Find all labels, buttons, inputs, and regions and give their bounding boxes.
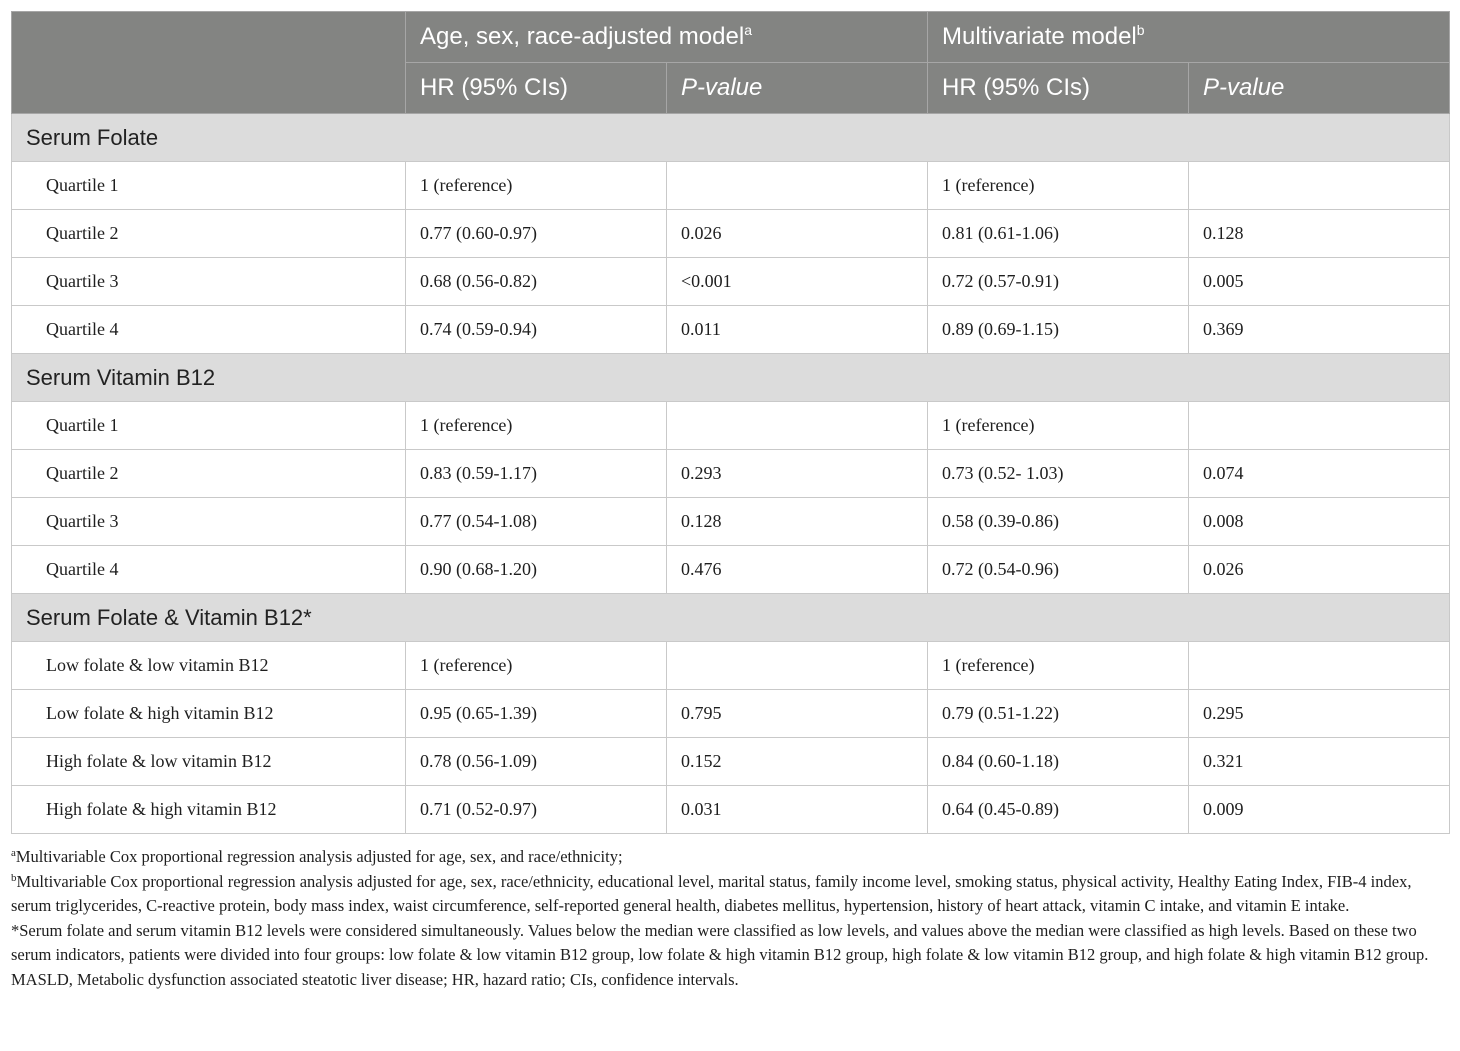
table-row [12, 546, 1450, 594]
p-value-cell-adjusted: 0.293 [667, 450, 928, 498]
row-label: Quartile 2 [12, 450, 406, 498]
hazard-ratio-table [11, 11, 1450, 834]
footnote-b: $^b$Multivariable Cox proportional regression analysis adjusted for age, sex, race/ethnicity, educational level, marital status, family income level, smoking status, physical activity, Healthy Eating Index, FIB-4 index, serum triglycerides, C-reactive protein, body mass index, waist circumference, self-reported general health, diabetes mellitus, hypertension, history of heart attack, vitamin C intake, and vitamin E intake. [11, 871, 1412, 915]
p-value-cell-adjusted: <0.001 [667, 258, 928, 306]
row-label: Quartile 4 [12, 306, 406, 354]
p-value-cell-multivariate [1189, 162, 1450, 210]
table-row [12, 786, 1450, 834]
hr-cell-multivariate: 0.72 (0.57-0.91) [928, 258, 1189, 306]
header-multivariate-model: Multivariate model$^b$ [928, 12, 1450, 63]
hr-cell-multivariate: 1 (reference) [928, 162, 1189, 210]
header-blank-cell [12, 12, 406, 114]
row-label: Quartile 3 [12, 258, 406, 306]
p-value-cell-multivariate: 0.074 [1189, 450, 1450, 498]
hr-cell-adjusted: 0.71 (0.52-0.97) [406, 786, 667, 834]
hr-cell-adjusted: 0.68 (0.56-0.82) [406, 258, 667, 306]
p-value-cell-multivariate [1189, 642, 1450, 690]
results-table-container [11, 11, 1449, 834]
header-hr-2: HR (95% CIs) [928, 63, 1189, 114]
section-row [12, 354, 1450, 402]
p-value-cell-multivariate: 0.321 [1189, 738, 1450, 786]
row-label: Quartile 4 [12, 546, 406, 594]
footnote-star: *Serum folate and serum vitamin B12 levels were considered simultaneously. Values below the median were classified as low levels, and values above the median were classified as high levels. Based on these two serum indicators, patients were divided into four groups: low folate & low vitamin B12 group, low folate & high vitamin B12 group, high folate & low vitamin B12 group, and high folate & high vitamin B12 group. [11, 920, 1429, 964]
header-hr-1: HR (95% CIs) [406, 63, 667, 114]
footnotes [11, 845, 1451, 992]
hr-cell-adjusted: 1 (reference) [406, 402, 667, 450]
hr-cell-multivariate: 0.89 (0.69-1.15) [928, 306, 1189, 354]
header-p-value-2: P-value [1189, 63, 1450, 114]
footnote-a: $^a$Multivariable Cox proportional regression analysis adjusted for age, sex, and race/ethnicity; [11, 847, 623, 866]
hr-cell-multivariate: 0.73 (0.52- 1.03) [928, 450, 1189, 498]
row-label: High folate & high vitamin B12 [12, 786, 406, 834]
section-title: Serum Folate [12, 114, 1450, 162]
hr-cell-adjusted: 1 (reference) [406, 162, 667, 210]
p-value-cell-adjusted [667, 402, 928, 450]
p-value-cell-adjusted: 0.128 [667, 498, 928, 546]
row-label: Quartile 2 [12, 210, 406, 258]
hr-cell-multivariate: 1 (reference) [928, 642, 1189, 690]
hr-cell-adjusted: 0.78 (0.56-1.09) [406, 738, 667, 786]
hr-cell-adjusted: 0.77 (0.60-0.97) [406, 210, 667, 258]
p-value-cell-multivariate: 0.026 [1189, 546, 1450, 594]
p-value-cell-adjusted [667, 642, 928, 690]
header-age-sex-race-model: Age, sex, race-adjusted model$^a$ [406, 12, 928, 63]
row-label: Quartile 1 [12, 402, 406, 450]
hr-cell-adjusted: 0.74 (0.59-0.94) [406, 306, 667, 354]
table-header [12, 12, 1450, 114]
row-label: Quartile 3 [12, 498, 406, 546]
p-value-cell-multivariate: 0.369 [1189, 306, 1450, 354]
hr-cell-multivariate: 1 (reference) [928, 402, 1189, 450]
hr-cell-multivariate: 0.84 (0.60-1.18) [928, 738, 1189, 786]
hr-cell-multivariate: 0.79 (0.51-1.22) [928, 690, 1189, 738]
p-value-cell-adjusted: 0.795 [667, 690, 928, 738]
p-value-cell-multivariate [1189, 402, 1450, 450]
table-row [12, 738, 1450, 786]
table-row [12, 450, 1450, 498]
p-value-cell-multivariate: 0.005 [1189, 258, 1450, 306]
row-label: High folate & low vitamin B12 [12, 738, 406, 786]
section-title: Serum Folate & Vitamin B12* [12, 594, 1450, 642]
hr-cell-adjusted: 0.90 (0.68-1.20) [406, 546, 667, 594]
row-label: Quartile 1 [12, 162, 406, 210]
table-row [12, 162, 1450, 210]
hr-cell-multivariate: 0.81 (0.61-1.06) [928, 210, 1189, 258]
hr-cell-adjusted: 0.95 (0.65-1.39) [406, 690, 667, 738]
table-row [12, 642, 1450, 690]
p-value-cell-adjusted: 0.011 [667, 306, 928, 354]
p-value-cell-adjusted: 0.476 [667, 546, 928, 594]
footnote-abbreviations: MASLD, Metabolic dysfunction associated steatotic liver disease; HR, hazard ratio; CIs, confidence intervals. [11, 969, 739, 989]
hr-cell-adjusted: 0.83 (0.59-1.17) [406, 450, 667, 498]
p-value-cell-multivariate: 0.009 [1189, 786, 1450, 834]
p-value-cell-adjusted [667, 162, 928, 210]
table-row [12, 690, 1450, 738]
row-label: Low folate & high vitamin B12 [12, 690, 406, 738]
hr-cell-multivariate: 0.58 (0.39-0.86) [928, 498, 1189, 546]
table-row [12, 258, 1450, 306]
hr-cell-adjusted: 1 (reference) [406, 642, 667, 690]
p-value-cell-adjusted: 0.031 [667, 786, 928, 834]
hr-cell-multivariate: 0.64 (0.45-0.89) [928, 786, 1189, 834]
table-row [12, 306, 1450, 354]
table-row [12, 210, 1450, 258]
hr-cell-adjusted: 0.77 (0.54-1.08) [406, 498, 667, 546]
p-value-cell-adjusted: 0.152 [667, 738, 928, 786]
p-value-cell-adjusted: 0.026 [667, 210, 928, 258]
p-value-cell-multivariate: 0.008 [1189, 498, 1450, 546]
section-title: Serum Vitamin B12 [12, 354, 1450, 402]
section-row [12, 114, 1450, 162]
header-p-value-1: P-value [667, 63, 928, 114]
row-label: Low folate & low vitamin B12 [12, 642, 406, 690]
section-row [12, 594, 1450, 642]
table-row [12, 402, 1450, 450]
table-body [12, 114, 1450, 834]
table-row [12, 498, 1450, 546]
hr-cell-multivariate: 0.72 (0.54-0.96) [928, 546, 1189, 594]
p-value-cell-multivariate: 0.295 [1189, 690, 1450, 738]
p-value-cell-multivariate: 0.128 [1189, 210, 1450, 258]
